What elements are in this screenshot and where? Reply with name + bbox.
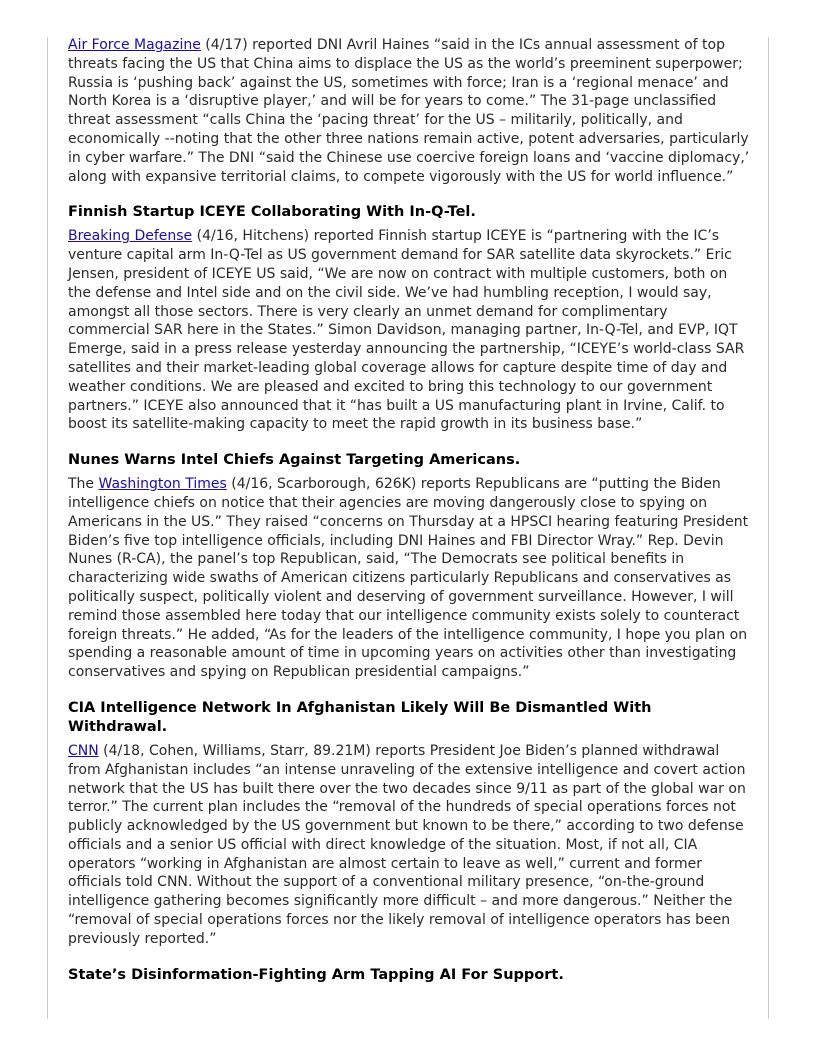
source-link-cnn[interactable]: CNN [68, 742, 99, 759]
article-nunes [68, 451, 752, 682]
article-headline: State’s Disinformation-Fighting Arm Tapping AI For Support. [68, 966, 564, 983]
news-briefing-column [68, 36, 752, 990]
article-headline: Finnish Startup ICEYE Collaborating With In-Q-Tel. [68, 204, 476, 221]
article-body: Breaking Defense (4/16, Hitchens) reported Finnish startup ICEYE is “partnering with the IC’s venture capital arm In-Q-Tel as US government demand for SAR satellite data skyrockets.” Eric Jensen, president of ICEYE US said, “We are now on contract with multiple customers, both on the defense and Intel side and on the civil side. We’ve had humbling reception, I would say, amongst all those sectors. There is very clearly an unmet demand for complimentary commercial SAR here in the States.” Simon Davidson, managing partner, In-Q-Tel, and EVP, IQT Emerge, said in a press release yesterday announcing the partnership, “ICEYE’s world-class SAR satellites and their market-leading global coverage allows for capture despite time of day and weather conditions. We are pleased and excited to bring this technology to our government partners.” ICEYE also announced that it “has built a US manufacturing plant in Irvine, Calif. to boost its satellite-making capacity to meet the rapid growth in its business base.” [68, 228, 745, 433]
article-headline: CIA Intelligence Network In Afghanistan Likely Will Be Dismantled With Withdrawal. [68, 699, 652, 735]
article-body: The Washington Times (4/16, Scarborough, 626K) reports Republicans are “putting the Biden intelligence chiefs on notice that their agencies are moving dangerously close to spying on Americans in the US.” They raised “concerns on Thursday at a HPSCI hearing featuring President Biden’s five top intelligence officials, including DNI Haines and FBI Director Wray.” Rep. Devin Nunes (R-CA), the panel’s top Republican, said, “The Democrats see political benefits in characterizing wide swaths of American citizens particularly Republicans and conservatives as politically suspect, politically violent and deserving of government surveillance. However, I will remind those assembled here today that our intelligence community exists solely to counteract foreign threats.” He added, “As for the leaders of the intelligence community, I hope you plan on spending a reasonable amount of time in upcoming years on activities other than investigating conservatives and spying on Republican presidential campaigns.” [68, 476, 749, 681]
article-body: Air Force Magazine (4/17) reported DNI Avril Haines “said in the ICs annual assessment of top threats facing the US that China aims to displace the US as the world’s preeminent superpower; Russia is ‘pushing back’ against the US, sometimes with force; Iran is a ‘regional menace’ and North Korea is a ‘disruptive player,’ and will be for years to come.” The 31-page unclassified threat assessment “calls China the ‘pacing threat’ for the US – militarily, politically, and economically --noting that the other three nations remain active, potent adversaries, particularly in cyber warfare.” The DNI “said the Chinese use coercive foreign loans and ‘vaccine diplomacy,’ along with expansive territorial claims, to compete vigorously with the US for world influence.” [68, 37, 750, 185]
article-cia-afghanistan [68, 699, 752, 949]
source-link-washington-times[interactable]: Washington Times [98, 476, 227, 493]
left-margin-rule [47, 37, 48, 1019]
article-state-disinformation [68, 966, 752, 985]
source-link-air-force-magazine[interactable]: Air Force Magazine [68, 37, 201, 53]
source-link-breaking-defense[interactable]: Breaking Defense [68, 228, 193, 245]
article-air-force-magazine [68, 36, 752, 186]
article-body: CNN (4/18, Cohen, Williams, Starr, 89.21M) reports President Joe Biden’s planned withdrawal from Afghanistan includes “an intense unraveling of the extensive intelligence and covert action network that the US has built there over the two decades since 9/11 as part of the global war on terror.” The current plan includes the “removal of the hundreds of special operations forces not publicly acknowledged by the US government but known to be there,” according to two defense officials and a senior US official with direct knowledge of the situation. Most, if not all, CIA operators “working in Afghanistan are almost certain to leave as well,” current and former officials told CNN. Without the support of a conventional military presence, “on-the-ground intelligence gathering becomes significantly more difficult – and more dangerous.” Neither the “removal of special operations forces nor the likely removal of intelligence operators has been previously reported.” [68, 742, 746, 947]
article-headline: Nunes Warns Intel Chiefs Against Targeting Americans. [68, 452, 521, 469]
right-margin-rule [768, 37, 769, 1019]
article-iceye [68, 203, 752, 434]
